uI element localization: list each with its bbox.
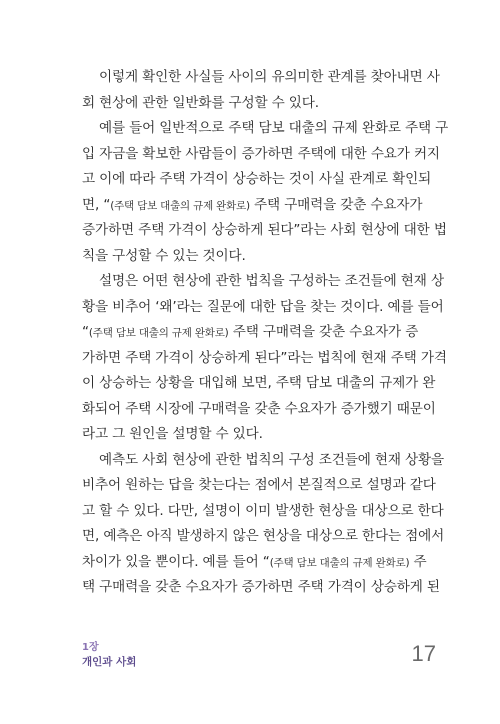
paragraph-2 [82,116,449,269]
text-line: 예측도 사회 현상에 관한 법칙의 구성 조건들에 현재 상황을 [99,451,444,468]
text-line: 비추어 원하는 답을 찾는다는 점에서 본질적으로 설명과 같다 [82,477,436,493]
small-parenthetical: (주택 담보 대출의 규제 완화로) [88,327,229,339]
chapter-title: 개인과 사회 [82,656,137,668]
text-line: 고 할 수 있다. 다만, 설명이 이미 발생한 현상을 대상으로 한다 [82,502,444,519]
text-line: 면, 예측은 아직 발생하지 않은 현상을 대상으로 한다는 점에서 [82,528,445,544]
paragraph-3 [82,269,447,448]
text-line: 이렇게 확인한 사실들 사이의 유의미한 관계를 찾아내면 사 [99,69,440,85]
small-parenthetical: (주택 담보 대출의 규제 완화로) [110,199,250,212]
paragraph-1 [82,65,444,116]
text-line [82,320,444,346]
text-segment: 면, “ [82,196,111,213]
text-line: 칙을 구성할 수 있는 것이다. [82,247,246,264]
text-line: 이 상승하는 상황을 대입해 보면, 주택 담보 대출의 규제가 완 [82,375,436,391]
text-line: 가하면 주택 가격이 상승하게 된다”라는 법칙에 현재 주택 가격 [82,349,447,366]
text-line [82,193,444,219]
text-line: 화되어 주택 시장에 구매력을 갖춘 수요자가 증가했기 때문이 [82,400,436,417]
chapter-label: 1장 [82,642,99,653]
text-line: 택 구매력을 갖춘 수요자가 증가하면 주택 가격이 상승하게 된 [82,579,440,595]
text-segment: 주 [409,553,427,570]
text-line: 예를 들어 일반적으로 주택 담보 대출의 규제 완화로 주택 구 [99,120,449,136]
text-line [82,550,444,576]
small-parenthetical: (주택 담보 대출의 규제 완화로) [269,556,410,569]
text-segment: “ [82,324,89,340]
text-segment: 주택 구매력을 갖춘 수요자가 [249,196,423,213]
text-line: 입 자금을 확보한 사람들이 증가하면 주택에 대한 수요가 커지 [82,145,440,162]
text-line: 황을 비추어 ‘왜’라는 질문에 대한 답을 찾는 것이다. 예를 들어 [82,298,444,315]
text-segment: 주택 구매력을 갖춘 수요자가 증 [228,324,419,340]
text-segment: 차이가 있을 뿐이다. 예를 들어 “ [82,553,270,570]
text-line: 회 현상에 관한 일반화를 구성할 수 있다. [82,94,319,111]
text-line: 고 이에 따라 주택 가격이 상승하는 것이 사실 관계로 확인되 [82,171,432,187]
text-line: 설명은 어떤 현상에 관한 법칙을 구성하는 조건들에 현재 상 [99,273,444,289]
body-text [82,65,449,601]
text-line: 증가하면 주택 가격이 상승하게 된다”라는 사회 현상에 대한 법 [82,222,447,238]
text-line: 라고 그 원인을 설명할 수 있다. [82,426,263,442]
page-number: 17 [411,641,436,666]
paragraph-4 [82,448,444,601]
